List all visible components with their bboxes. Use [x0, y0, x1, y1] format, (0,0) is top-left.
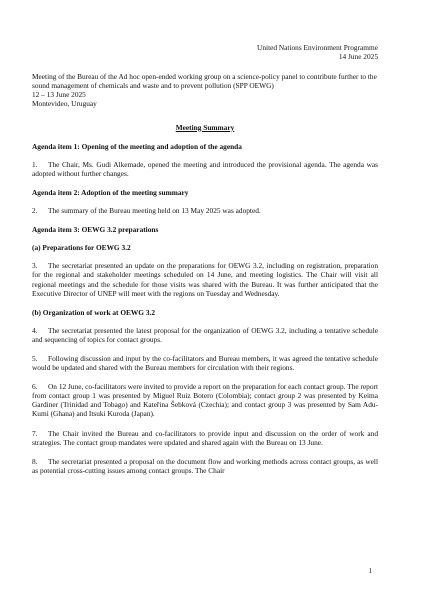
paragraph-number: 2. [32, 206, 38, 216]
page-content [32, 43, 378, 485]
subsection-b-heading: (b) Organization of work at OEWG 3.2 [32, 307, 156, 317]
paragraph-text: The secretariat presented a proposal on the document flow and working methods across contact groups, as well as potential cross-cutting issues among contact groups. The Chair [32, 456, 378, 475]
paragraph-number: 6. [32, 382, 38, 392]
meeting-location: Montevideo, Uruguay [32, 99, 97, 109]
subsection-a-heading: (a) Preparations for OEWG 3.2 [32, 243, 131, 253]
paragraph-text: The secretariat presented an update on the preparations for OEWG 3.2, including on registration, preparation for the regional and stakeholder meetings scheduled on 14 June, and meeting logistics. The Chair will visit all regional meetings and the schedule for those visits was shared with the Bureau. It was further anticipated that the Executive Director of UNEP will meet with the regions on Tuesday and Wednesday. [32, 261, 378, 298]
paragraph-2 [32, 206, 378, 215]
paragraph-6 [32, 382, 378, 418]
paragraph-4 [32, 326, 378, 344]
agenda-item-1-heading: Agenda item 1: Opening of the meeting and adoption of the agenda [32, 141, 242, 151]
paragraph-number: 3. [32, 261, 38, 271]
paragraph-text: The Chair, Ms. Gudi Alkemade, opened the meeting and introduced the provisional agenda. The agenda was adopted without further changes. [32, 159, 378, 178]
document-date: 14 June 2025 [338, 52, 378, 62]
summary-heading: Meeting Summary [175, 122, 235, 132]
paragraph-number: 4. [32, 325, 38, 335]
paragraph-3 [32, 261, 378, 297]
paragraph-text: The Chair invited the Bureau and co-facilitators to provide input and discussion on the order of work and strategies. The contact group mandates were updated and shared again with the Bureau on 13 June. [32, 428, 378, 447]
paragraph-text: On 12 June, co-facilitators were invited to provide a report on the preparation for each contact group. The report from contact group 1 was presented by Miguel Ruiz Botero (Colombia); contact group 2 was presented by Keima Gardiner (Trinidad and Tobago) and Kateřina Šebková (Czechia); and contact group 3 was presented by Sam Adu-Kumi (Ghana) and Itsuki Kuroda (Japan). [32, 382, 378, 419]
meeting-title: Meeting of the Bureau of the Ad hoc open-ended working group on a science-policy panel to contribute further to the sound management of chemicals and waste and to prevent pollution (SPP OEWG) [32, 72, 377, 91]
paragraph-text: The secretariat presented the latest proposal for the organization of OEWG 3.2, including a tentative schedule and sequencing of topics for contact groups. [32, 325, 378, 344]
meeting-dates: 12 – 13 June 2025 [32, 90, 86, 100]
agenda-item-2-heading: Agenda item 2: Adoption of the meeting summary [32, 187, 189, 197]
paragraph-5 [32, 354, 378, 372]
paragraph-text: The summary of the Bureau meeting held on 13 May 2025 was adopted. [48, 206, 261, 216]
page-number: 1 [368, 567, 372, 575]
paragraph-number: 7. [32, 428, 38, 438]
paragraph-8 [32, 457, 378, 475]
meeting-info [32, 72, 378, 108]
paragraph-text: Following discussion and input by the co-facilitators and Bureau members, it was agreed the tentative schedule would be updated and shared with the Bureau members for circulation with their regions. [32, 353, 378, 373]
paragraph-1 [32, 160, 378, 178]
paragraph-number: 5. [32, 353, 38, 363]
paragraph-number: 1. [32, 159, 38, 169]
paragraph-7 [32, 429, 378, 447]
organization-name: United Nations Environment Programme [257, 43, 378, 52]
paragraph-number: 8. [32, 456, 38, 466]
agenda-item-3-heading: Agenda item 3: OEWG 3.2 preparations [32, 225, 159, 235]
